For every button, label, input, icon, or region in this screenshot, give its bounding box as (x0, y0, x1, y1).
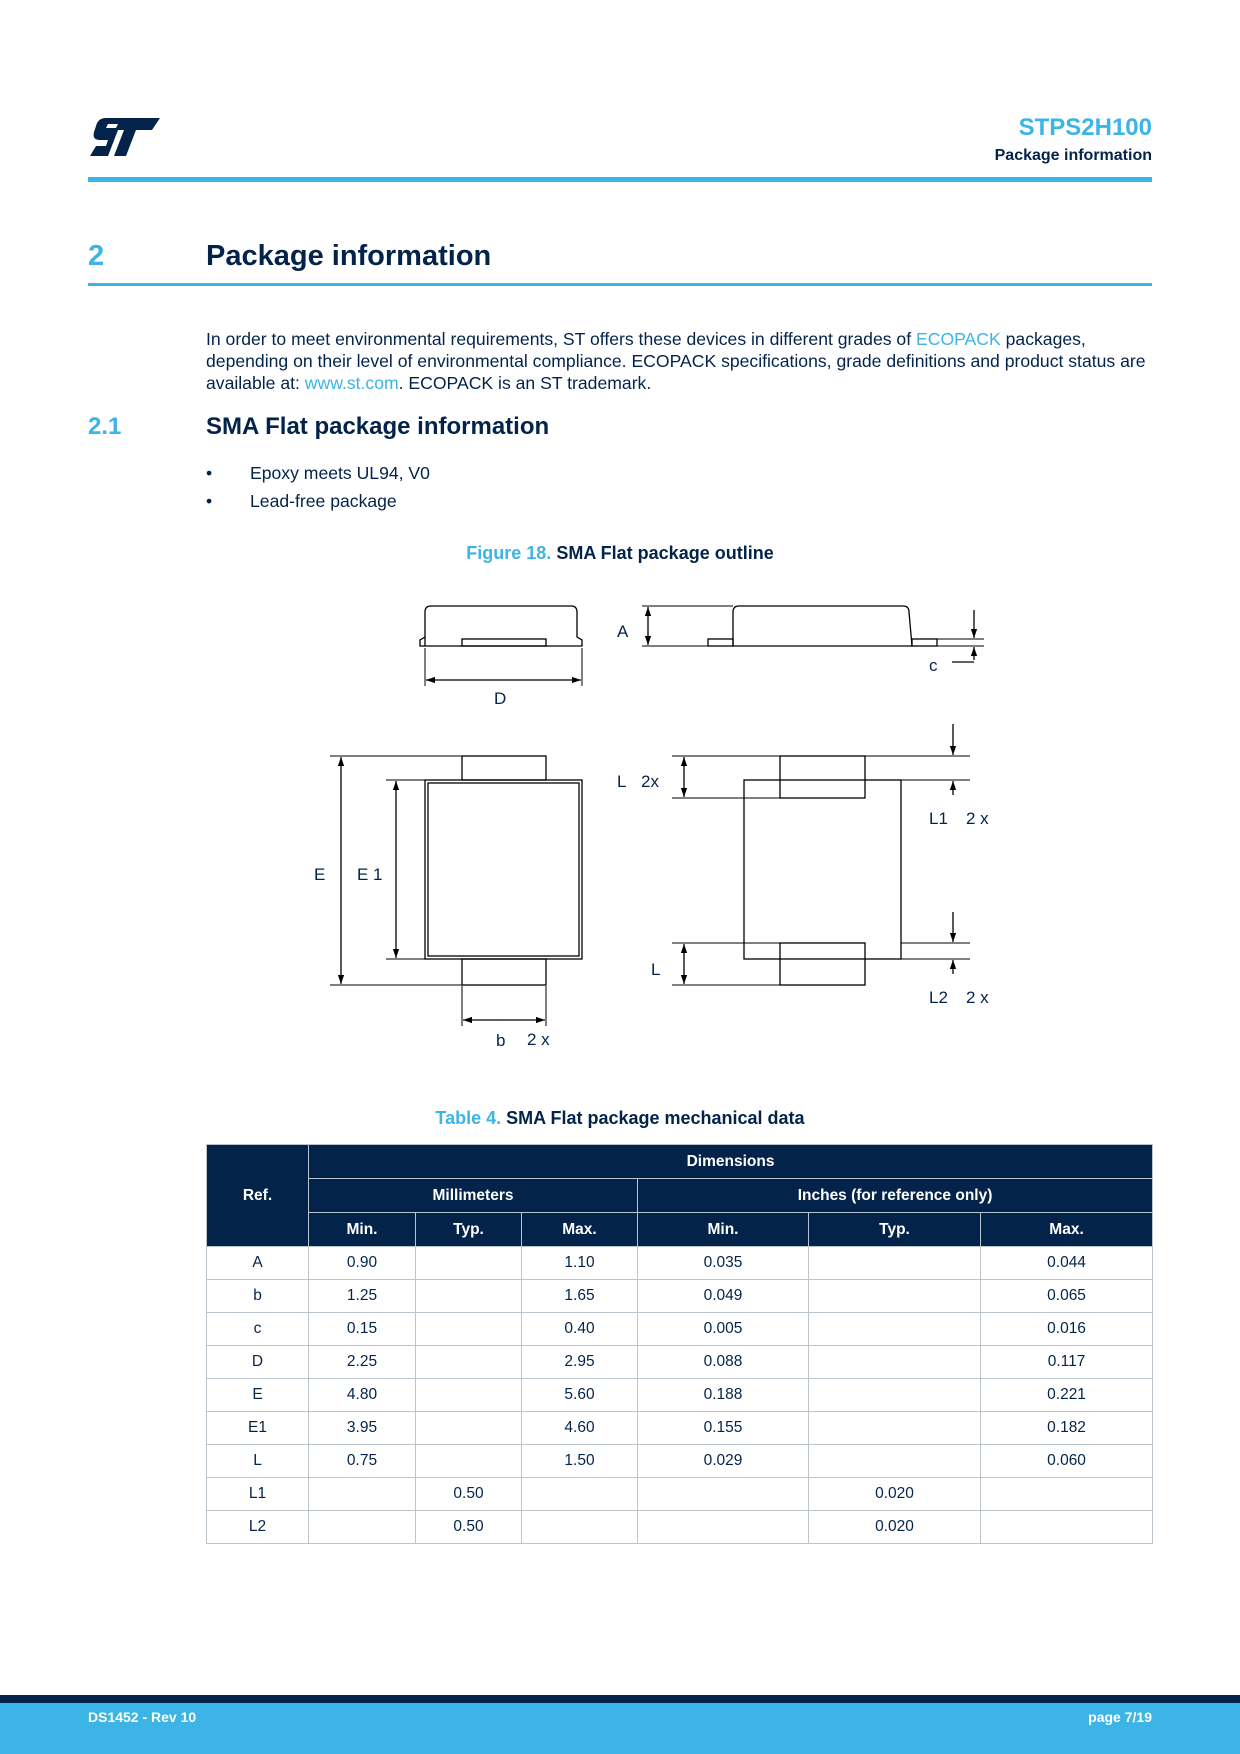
table-cell: 4.80 (309, 1379, 416, 1412)
header-mm-max: Max. (522, 1213, 638, 1247)
table-number: Table 4. (435, 1108, 502, 1128)
table-cell-ref: E (207, 1379, 309, 1412)
table-row (207, 1478, 1153, 1511)
table-cell: 2.95 (522, 1346, 638, 1379)
ecopack-link[interactable]: ECOPACK (916, 329, 1001, 349)
label-c: c (929, 656, 938, 675)
mechanical-data-table (206, 1144, 1153, 1544)
table-cell: 2.25 (309, 1346, 416, 1379)
table-cell (309, 1478, 416, 1511)
paragraph-text: . ECOPACK is an ST trademark. (398, 373, 652, 393)
label-b-count: 2 x (527, 1030, 550, 1049)
bullet-icon: • (206, 463, 213, 483)
st-website-link[interactable]: www.st.com (304, 373, 399, 393)
footer-page-number: page 7/19 (1088, 1709, 1152, 1725)
header-in-typ: Typ. (809, 1213, 981, 1247)
table-cell: 0.50 (416, 1478, 522, 1511)
header-dimensions: Dimensions (309, 1145, 1153, 1179)
table-cell: 0.016 (981, 1313, 1153, 1346)
table-row (207, 1346, 1153, 1379)
header-section: Package information (994, 147, 1152, 164)
table-cell: 1.10 (522, 1247, 638, 1280)
table-cell: 0.50 (416, 1511, 522, 1544)
figure-number: Figure 18. (466, 543, 552, 563)
label-A: A (617, 622, 629, 641)
table-cell (416, 1412, 522, 1445)
table-cell-ref: D (207, 1346, 309, 1379)
table-cell: 0.90 (309, 1247, 416, 1280)
section-title: Package information (206, 240, 492, 272)
paragraph-text: In order to meet environmental requirements, ST offers these devices in different grades of (206, 329, 916, 349)
table-cell: 0.044 (981, 1247, 1153, 1280)
table-row (207, 1412, 1153, 1445)
subsection-title: SMA Flat package information (206, 413, 550, 440)
table-cell: 3.95 (309, 1412, 416, 1445)
table-cell: 0.182 (981, 1412, 1153, 1445)
table-cell (416, 1280, 522, 1313)
table-cell: 0.75 (309, 1445, 416, 1478)
label-L2: L2 (929, 988, 948, 1007)
header-mm-min: Min. (309, 1213, 416, 1247)
footer-rule (0, 1695, 1240, 1703)
side-view-lead-left (708, 639, 733, 646)
paragraph-text: packages, depending on their level of environmental compliance. ECOPACK specifications, grade definitions and product status are available at: (206, 329, 1146, 393)
front-view-lead (462, 639, 546, 646)
table-cell (809, 1280, 981, 1313)
table-cell (809, 1445, 981, 1478)
table-cell: 0.049 (638, 1280, 809, 1313)
table-cell: 0.020 (809, 1478, 981, 1511)
table-cell: 0.060 (981, 1445, 1153, 1478)
table-cell: 1.65 (522, 1280, 638, 1313)
table-cell: 0.005 (638, 1313, 809, 1346)
list-item-text: Epoxy meets UL94, V0 (250, 463, 430, 483)
label-L1: L1 (929, 809, 948, 828)
table-cell: 0.221 (981, 1379, 1153, 1412)
header-product: STPS2H100 (1018, 114, 1152, 141)
table-cell: 1.25 (309, 1280, 416, 1313)
section-rule (88, 283, 1152, 286)
header-mm-typ: Typ. (416, 1213, 522, 1247)
table-cell: 0.117 (981, 1346, 1153, 1379)
figure-title: SMA Flat package outline (556, 543, 774, 563)
st-logo-icon (88, 118, 160, 160)
feature-list (206, 463, 430, 519)
table-cell (809, 1247, 981, 1280)
table-cell-ref: L2 (207, 1511, 309, 1544)
footprint-lead-bottom (780, 943, 865, 985)
table-cell: 0.065 (981, 1280, 1153, 1313)
table-cell (416, 1379, 522, 1412)
table-body (207, 1247, 1153, 1544)
table-cell: 0.020 (809, 1511, 981, 1544)
label-E1: E 1 (357, 865, 383, 884)
table-cell (522, 1478, 638, 1511)
side-view-body (733, 606, 912, 646)
label-L-bottom: L (651, 960, 661, 979)
header-in-max: Max. (981, 1213, 1153, 1247)
top-view-body-outer (425, 780, 582, 959)
table-caption (0, 1108, 1240, 1129)
table-cell (416, 1445, 522, 1478)
table-cell: 0.088 (638, 1346, 809, 1379)
table-row (207, 1445, 1153, 1478)
top-view-lead-bottom (462, 959, 546, 985)
intro-paragraph (206, 328, 1152, 394)
table-cell-ref: L (207, 1445, 309, 1478)
list-item (206, 491, 430, 519)
table-cell-ref: c (207, 1313, 309, 1346)
table-cell: 4.60 (522, 1412, 638, 1445)
table-cell (309, 1511, 416, 1544)
label-L-top: L (617, 772, 627, 791)
table-cell: 0.155 (638, 1412, 809, 1445)
table-cell: 1.50 (522, 1445, 638, 1478)
list-item-text: Lead-free package (250, 491, 397, 511)
table-row (207, 1379, 1153, 1412)
table-cell (416, 1247, 522, 1280)
table-cell-ref: A (207, 1247, 309, 1280)
header-millimeters: Millimeters (309, 1179, 638, 1213)
header-rule (88, 177, 1152, 182)
table-cell (416, 1346, 522, 1379)
label-E: E (314, 865, 326, 884)
table-row (207, 1247, 1153, 1280)
table-cell: 0.035 (638, 1247, 809, 1280)
table-cell: 0.40 (522, 1313, 638, 1346)
table-cell (638, 1511, 809, 1544)
header-in-min: Min. (638, 1213, 809, 1247)
front-view-body (425, 606, 582, 646)
table-cell (809, 1379, 981, 1412)
top-view-body-inner (428, 783, 579, 956)
figure-caption (0, 543, 1240, 564)
table-title: SMA Flat package mechanical data (506, 1108, 805, 1128)
table-row (207, 1511, 1153, 1544)
table-row (207, 1313, 1153, 1346)
top-view-lead-top (462, 756, 546, 780)
label-b: b (496, 1031, 506, 1050)
table-cell (416, 1313, 522, 1346)
label-L1-count: 2 x (966, 809, 989, 828)
table-cell (981, 1478, 1153, 1511)
table-cell: 0.029 (638, 1445, 809, 1478)
table-cell (809, 1313, 981, 1346)
table-cell (809, 1346, 981, 1379)
label-D: D (494, 689, 507, 708)
table-cell: 0.188 (638, 1379, 809, 1412)
package-outline-drawing (300, 590, 1000, 1050)
footprint-lead-top (780, 756, 865, 798)
table-cell (981, 1511, 1153, 1544)
table-row (207, 1280, 1153, 1313)
table-cell: 0.15 (309, 1313, 416, 1346)
table-cell-ref: L1 (207, 1478, 309, 1511)
header-inches: Inches (for reference only) (638, 1179, 1153, 1213)
section-number: 2 (88, 240, 105, 272)
label-L-top-count: 2x (641, 772, 659, 791)
list-item (206, 463, 430, 491)
footprint-body (744, 780, 901, 959)
side-view-lead-right (912, 639, 937, 646)
table-cell-ref: b (207, 1280, 309, 1313)
table-cell: 5.60 (522, 1379, 638, 1412)
footer-doc-id: DS1452 - Rev 10 (88, 1709, 197, 1725)
label-L2-count: 2 x (966, 988, 989, 1007)
table-cell-ref: E1 (207, 1412, 309, 1445)
subsection-number: 2.1 (88, 413, 122, 440)
table-cell (809, 1412, 981, 1445)
header-ref: Ref. (207, 1145, 309, 1247)
table-cell (638, 1478, 809, 1511)
bullet-icon: • (206, 491, 213, 511)
table-cell (522, 1511, 638, 1544)
